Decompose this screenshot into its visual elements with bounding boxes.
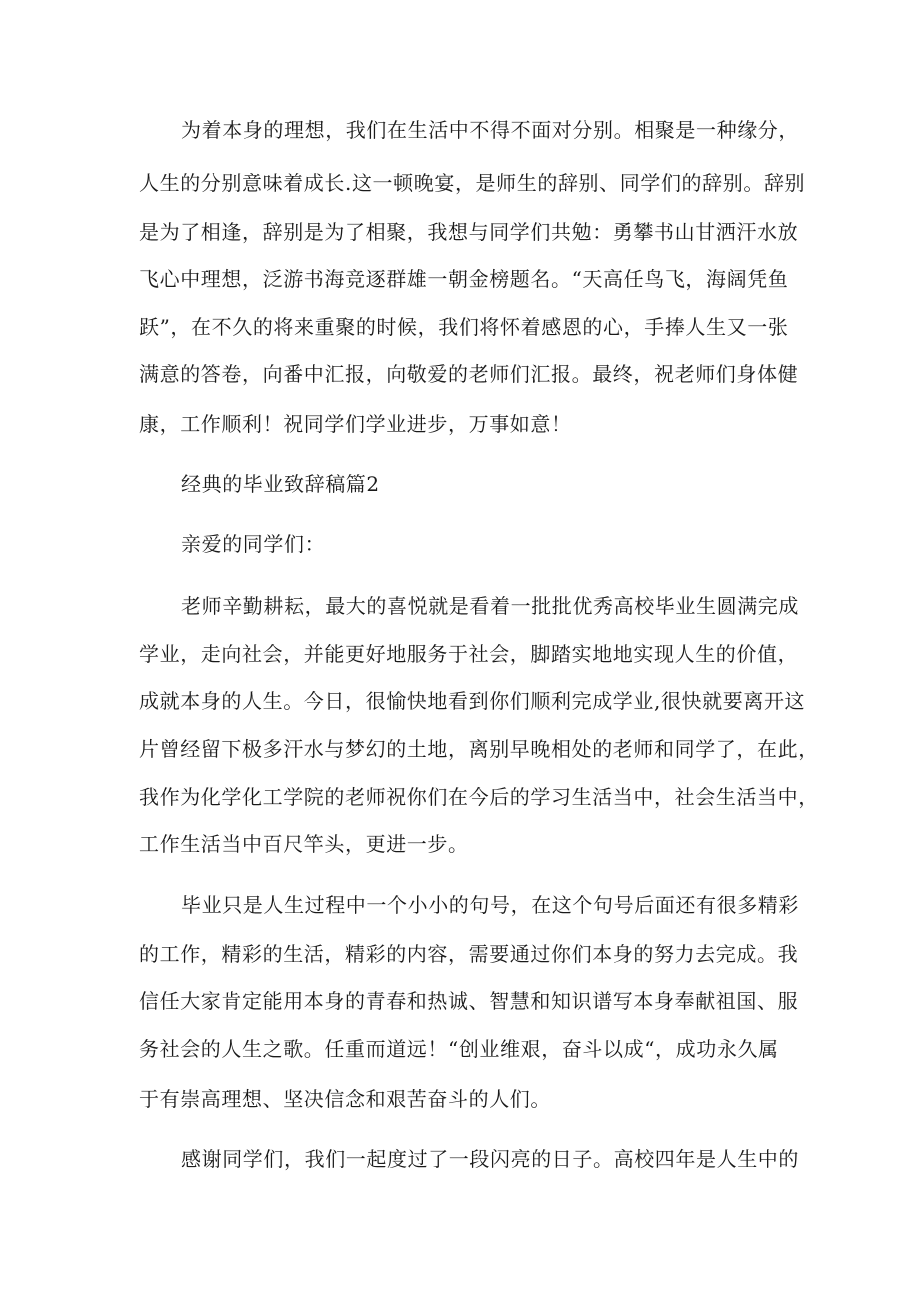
paragraph-2-line: 我作为化学化工学院的老师祝你们在今后的学习生活当中，社会生活当中， (139, 785, 819, 809)
paragraph-1-line: 跃”，在不久的将来重聚的时候，我们将怀着感恩的心，手捧人生又一张 (139, 315, 789, 339)
paragraph-1-line: 满意的答卷，向番中汇报，向敬爱的老师们汇报。最终，祝老师们身体健 (139, 362, 799, 386)
paragraph-3-line: 信任大家肯定能用本身的青春和热诚、智慧和知识谱写本身奉献祖国、服 (139, 989, 799, 1013)
paragraph-1-line: 飞心中理想，泛游书海竞逐群雄一朝金榜题名。“天高任鸟飞，海阔凭鱼 (139, 267, 789, 291)
paragraph-2-line: 学业，走向社会，并能更好地服务于社会，脚踏实地地实现人生的价值， (139, 642, 799, 666)
paragraph-2-line: 片曾经留下极多汗水与梦幻的土地，离别早晚相处的老师和同学了，在此， (139, 737, 819, 761)
paragraph-3-line: 毕业只是人生过程中一个小小的句号，在这个句号后面还有很多精彩 (181, 893, 799, 917)
paragraph-3-line: 于有崇高理想、坚决信念和艰苦奋斗的人们。 (139, 1087, 551, 1111)
salutation: 亲爱的同学们： (181, 532, 326, 556)
paragraph-4-line: 感谢同学们，我们一起度过了一段闪亮的日子。高校四年是人生中的 (181, 1147, 799, 1171)
paragraph-2-line: 工作生活当中百尺竿头，更进一步。 (139, 832, 469, 856)
section-title: 经典的毕业致辞稿篇2 (181, 472, 380, 496)
paragraph-3-line: 务社会的人生之歌。任重而道远！“创业维艰，奋斗以成“，成功永久属 (139, 1037, 779, 1061)
paragraph-1-line: 康，工作顺利！祝同学们学业进步，万事如意！ (139, 412, 572, 436)
paragraph-2-line: 成就本身的人生。今日，很愉快地看到你们顺利完成学业,很快就要离开这 (139, 689, 806, 713)
paragraph-3-line: 的工作，精彩的生活，精彩的内容，需要通过你们本身的努力去完成。我 (139, 942, 799, 966)
paragraph-1-line: 人生的分别意味着成长.这一顿晚宴，是师生的辞别、同学们的辞别。辞别 (139, 171, 806, 195)
paragraph-1-line: 为着本身的理想，我们在生活中不得不面对分别。相聚是一种缘分， (181, 118, 799, 142)
paragraph-2-line: 老师辛勤耕耘，最大的喜悦就是看着一批批优秀高校毕业生圆满完成 (181, 594, 799, 618)
paragraph-1-line: 是为了相逢，辞别是为了相聚，我想与同学们共勉：勇攀书山甘洒汗水放 (139, 220, 799, 244)
